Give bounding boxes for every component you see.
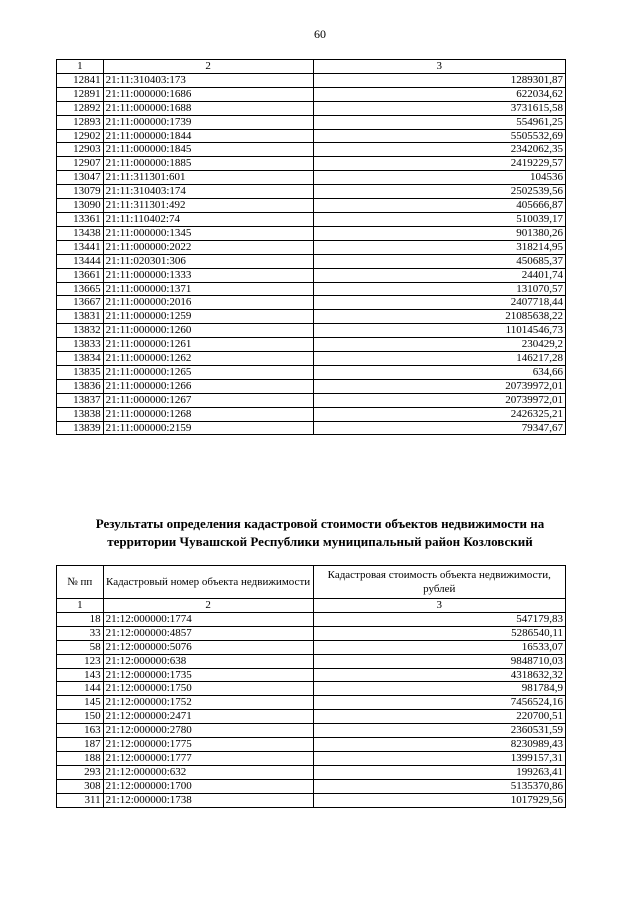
table-row <box>57 407 566 421</box>
table-row <box>57 393 566 407</box>
cadastral-number: 21:12:000000:1774 <box>103 612 313 626</box>
row-number: 13090 <box>57 199 104 213</box>
table-row <box>57 185 566 199</box>
row-number: 13838 <box>57 407 104 421</box>
table-body <box>57 612 566 807</box>
table-row <box>57 87 566 101</box>
page-number: 60 <box>314 27 326 41</box>
row-number: 13665 <box>57 282 104 296</box>
table-row <box>57 143 566 157</box>
table-row <box>57 682 566 696</box>
cadastral-number: 21:12:000000:4857 <box>103 626 313 640</box>
cadastral-value: 131070,57 <box>313 282 565 296</box>
row-number: 58 <box>57 640 104 654</box>
cadastral-value: 1017929,56 <box>313 793 565 807</box>
cadastral-value: 450685,37 <box>313 254 565 268</box>
column-number: 1 <box>57 599 104 613</box>
cadastral-number: 21:11:000000:1262 <box>103 352 313 366</box>
table-row <box>57 324 566 338</box>
table-row <box>57 668 566 682</box>
cadastral-value: 11014546,73 <box>313 324 565 338</box>
cadastral-value: 9848710,03 <box>313 654 565 668</box>
table-row <box>57 626 566 640</box>
cadastral-number: 21:11:000000:1845 <box>103 143 313 157</box>
cadastral-value: 2360531,59 <box>313 724 565 738</box>
row-number: 13444 <box>57 254 104 268</box>
header-row <box>57 566 566 599</box>
cadastral-number: 21:11:000000:1739 <box>103 115 313 129</box>
column-number: 2 <box>103 60 313 74</box>
cadastral-value: 2342062,35 <box>313 143 565 157</box>
row-number: 18 <box>57 612 104 626</box>
cadastral-number: 21:11:311301:492 <box>103 199 313 213</box>
cadastral-number: 21:11:000000:2159 <box>103 421 313 435</box>
table-row <box>57 310 566 324</box>
cadastral-number: 21:11:000000:1686 <box>103 87 313 101</box>
column-number: 2 <box>103 599 313 613</box>
row-number: 143 <box>57 668 104 682</box>
cadastral-number: 21:11:000000:1371 <box>103 282 313 296</box>
row-number: 13079 <box>57 185 104 199</box>
cadastral-value: 1289301,87 <box>313 73 565 87</box>
table-row <box>57 226 566 240</box>
row-number: 13661 <box>57 268 104 282</box>
cadastral-number: 21:12:000000:5076 <box>103 640 313 654</box>
cadastral-value: 21085638,22 <box>313 310 565 324</box>
row-number: 13667 <box>57 296 104 310</box>
row-number: 12893 <box>57 115 104 129</box>
header-cell-index: № пп <box>57 566 104 599</box>
section-title-line: Результаты определения кадастровой стоимости объектов недвижимости на <box>95 516 545 531</box>
cadastral-value: 2502539,56 <box>313 185 565 199</box>
cadastral-number: 21:11:310403:174 <box>103 185 313 199</box>
cadastral-value: 1399157,31 <box>313 751 565 765</box>
cadastral-value: 24401,74 <box>313 268 565 282</box>
header-cell-cadastral-number: Кадастровый номер объекта недвижимости <box>103 566 313 599</box>
table-row <box>57 199 566 213</box>
row-number: 12902 <box>57 129 104 143</box>
row-number: 33 <box>57 626 104 640</box>
column-number: 1 <box>57 60 104 74</box>
column-number-row <box>57 60 566 74</box>
cadastral-number: 21:12:000000:1777 <box>103 751 313 765</box>
cadastral-value: 405666,87 <box>313 199 565 213</box>
table-row <box>57 365 566 379</box>
cadastral-number: 21:11:000000:2022 <box>103 240 313 254</box>
cadastral-number: 21:12:000000:1752 <box>103 696 313 710</box>
table-row <box>57 129 566 143</box>
cadastral-number: 21:12:000000:1750 <box>103 682 313 696</box>
row-number: 13438 <box>57 226 104 240</box>
cadastral-number: 21:11:000000:2016 <box>103 296 313 310</box>
section-title-line: территории Чувашской Республики муниципальный район Козловский <box>107 534 533 549</box>
cadastral-number: 21:11:000000:1333 <box>103 268 313 282</box>
cadastral-number: 21:11:000000:1266 <box>103 379 313 393</box>
cadastral-number: 21:11:000000:1885 <box>103 157 313 171</box>
table-row <box>57 710 566 724</box>
cadastral-number: 21:12:000000:2471 <box>103 710 313 724</box>
cadastral-value: 634,66 <box>313 365 565 379</box>
table-row <box>57 296 566 310</box>
cadastral-value: 79347,67 <box>313 421 565 435</box>
cadastral-value: 2407718,44 <box>313 296 565 310</box>
table-row <box>57 240 566 254</box>
table-row <box>57 724 566 738</box>
cadastral-number: 21:11:000000:1260 <box>103 324 313 338</box>
row-number: 13835 <box>57 365 104 379</box>
cadastral-number: 21:11:000000:1844 <box>103 129 313 143</box>
cadastral-number: 21:11:000000:1688 <box>103 101 313 115</box>
cadastral-value: 230429,2 <box>313 338 565 352</box>
cadastral-value: 7456524,16 <box>313 696 565 710</box>
cadastral-value: 4318632,32 <box>313 668 565 682</box>
table-row <box>57 282 566 296</box>
table-row <box>57 640 566 654</box>
cadastral-table-kozlovsky <box>56 565 566 808</box>
row-number: 13833 <box>57 338 104 352</box>
row-number: 145 <box>57 696 104 710</box>
row-number: 150 <box>57 710 104 724</box>
cadastral-number: 21:11:020301:306 <box>103 254 313 268</box>
cadastral-number: 21:12:000000:1738 <box>103 793 313 807</box>
table-row <box>57 254 566 268</box>
section-title <box>40 515 600 551</box>
cadastral-number: 21:11:110402:74 <box>103 212 313 226</box>
cadastral-number: 21:11:310403:173 <box>103 73 313 87</box>
cadastral-table-continued <box>56 59 566 435</box>
row-number: 308 <box>57 779 104 793</box>
cadastral-number: 21:11:000000:1259 <box>103 310 313 324</box>
row-number: 13832 <box>57 324 104 338</box>
cadastral-value: 20739972,01 <box>313 393 565 407</box>
cadastral-number: 21:12:000000:632 <box>103 765 313 779</box>
header-cell-cadastral-value: Кадастровая стоимость объекта недвижимости, рублей <box>313 566 565 599</box>
cadastral-number: 21:12:000000:2780 <box>103 724 313 738</box>
cadastral-value: 104536 <box>313 171 565 185</box>
cadastral-value: 622034,62 <box>313 87 565 101</box>
row-number: 163 <box>57 724 104 738</box>
row-number: 13837 <box>57 393 104 407</box>
cadastral-number: 21:11:000000:1265 <box>103 365 313 379</box>
row-number: 12841 <box>57 73 104 87</box>
cadastral-value: 2426325,21 <box>313 407 565 421</box>
row-number: 12891 <box>57 87 104 101</box>
table-row <box>57 779 566 793</box>
cadastral-value: 199263,41 <box>313 765 565 779</box>
table-row <box>57 101 566 115</box>
table-row <box>57 421 566 435</box>
cadastral-value: 3731615,58 <box>313 101 565 115</box>
table-body <box>57 73 566 435</box>
column-number-row <box>57 599 566 613</box>
row-number: 123 <box>57 654 104 668</box>
cadastral-value: 5135370,86 <box>313 779 565 793</box>
row-number: 13834 <box>57 352 104 366</box>
cadastral-number: 21:12:000000:638 <box>103 654 313 668</box>
row-number: 12892 <box>57 101 104 115</box>
cadastral-number: 21:11:000000:1261 <box>103 338 313 352</box>
row-number: 13839 <box>57 421 104 435</box>
cadastral-value: 16533,07 <box>313 640 565 654</box>
column-number: 3 <box>313 60 565 74</box>
table-row <box>57 696 566 710</box>
cadastral-value: 5505532,69 <box>313 129 565 143</box>
cadastral-value: 8230989,43 <box>313 738 565 752</box>
table-row <box>57 352 566 366</box>
table-row <box>57 793 566 807</box>
table-row <box>57 379 566 393</box>
table-row <box>57 157 566 171</box>
cadastral-value: 20739972,01 <box>313 379 565 393</box>
table-row <box>57 751 566 765</box>
row-number: 13361 <box>57 212 104 226</box>
cadastral-value: 981784,9 <box>313 682 565 696</box>
table-row <box>57 654 566 668</box>
table-row <box>57 171 566 185</box>
row-number: 144 <box>57 682 104 696</box>
row-number: 187 <box>57 738 104 752</box>
table-row <box>57 212 566 226</box>
cadastral-number: 21:12:000000:1700 <box>103 779 313 793</box>
table-row <box>57 738 566 752</box>
cadastral-number: 21:11:000000:1345 <box>103 226 313 240</box>
cadastral-value: 220700,51 <box>313 710 565 724</box>
cadastral-value: 554961,25 <box>313 115 565 129</box>
row-number: 188 <box>57 751 104 765</box>
row-number: 311 <box>57 793 104 807</box>
row-number: 12907 <box>57 157 104 171</box>
cadastral-value: 901380,26 <box>313 226 565 240</box>
cadastral-number: 21:11:000000:1268 <box>103 407 313 421</box>
cadastral-number: 21:12:000000:1775 <box>103 738 313 752</box>
cadastral-number: 21:11:311301:601 <box>103 171 313 185</box>
cadastral-number: 21:11:000000:1267 <box>103 393 313 407</box>
row-number: 293 <box>57 765 104 779</box>
table-row <box>57 115 566 129</box>
cadastral-value: 318214,95 <box>313 240 565 254</box>
cadastral-value: 547179,83 <box>313 612 565 626</box>
cadastral-value: 2419229,57 <box>313 157 565 171</box>
row-number: 13047 <box>57 171 104 185</box>
cadastral-value: 5286540,11 <box>313 626 565 640</box>
cadastral-value: 146217,28 <box>313 352 565 366</box>
row-number: 13831 <box>57 310 104 324</box>
table-row <box>57 612 566 626</box>
table-row <box>57 268 566 282</box>
cadastral-number: 21:12:000000:1735 <box>103 668 313 682</box>
table-row <box>57 338 566 352</box>
column-number: 3 <box>313 599 565 613</box>
row-number: 13441 <box>57 240 104 254</box>
row-number: 13836 <box>57 379 104 393</box>
table-row <box>57 73 566 87</box>
row-number: 12903 <box>57 143 104 157</box>
cadastral-value: 510039,17 <box>313 212 565 226</box>
table-row <box>57 765 566 779</box>
